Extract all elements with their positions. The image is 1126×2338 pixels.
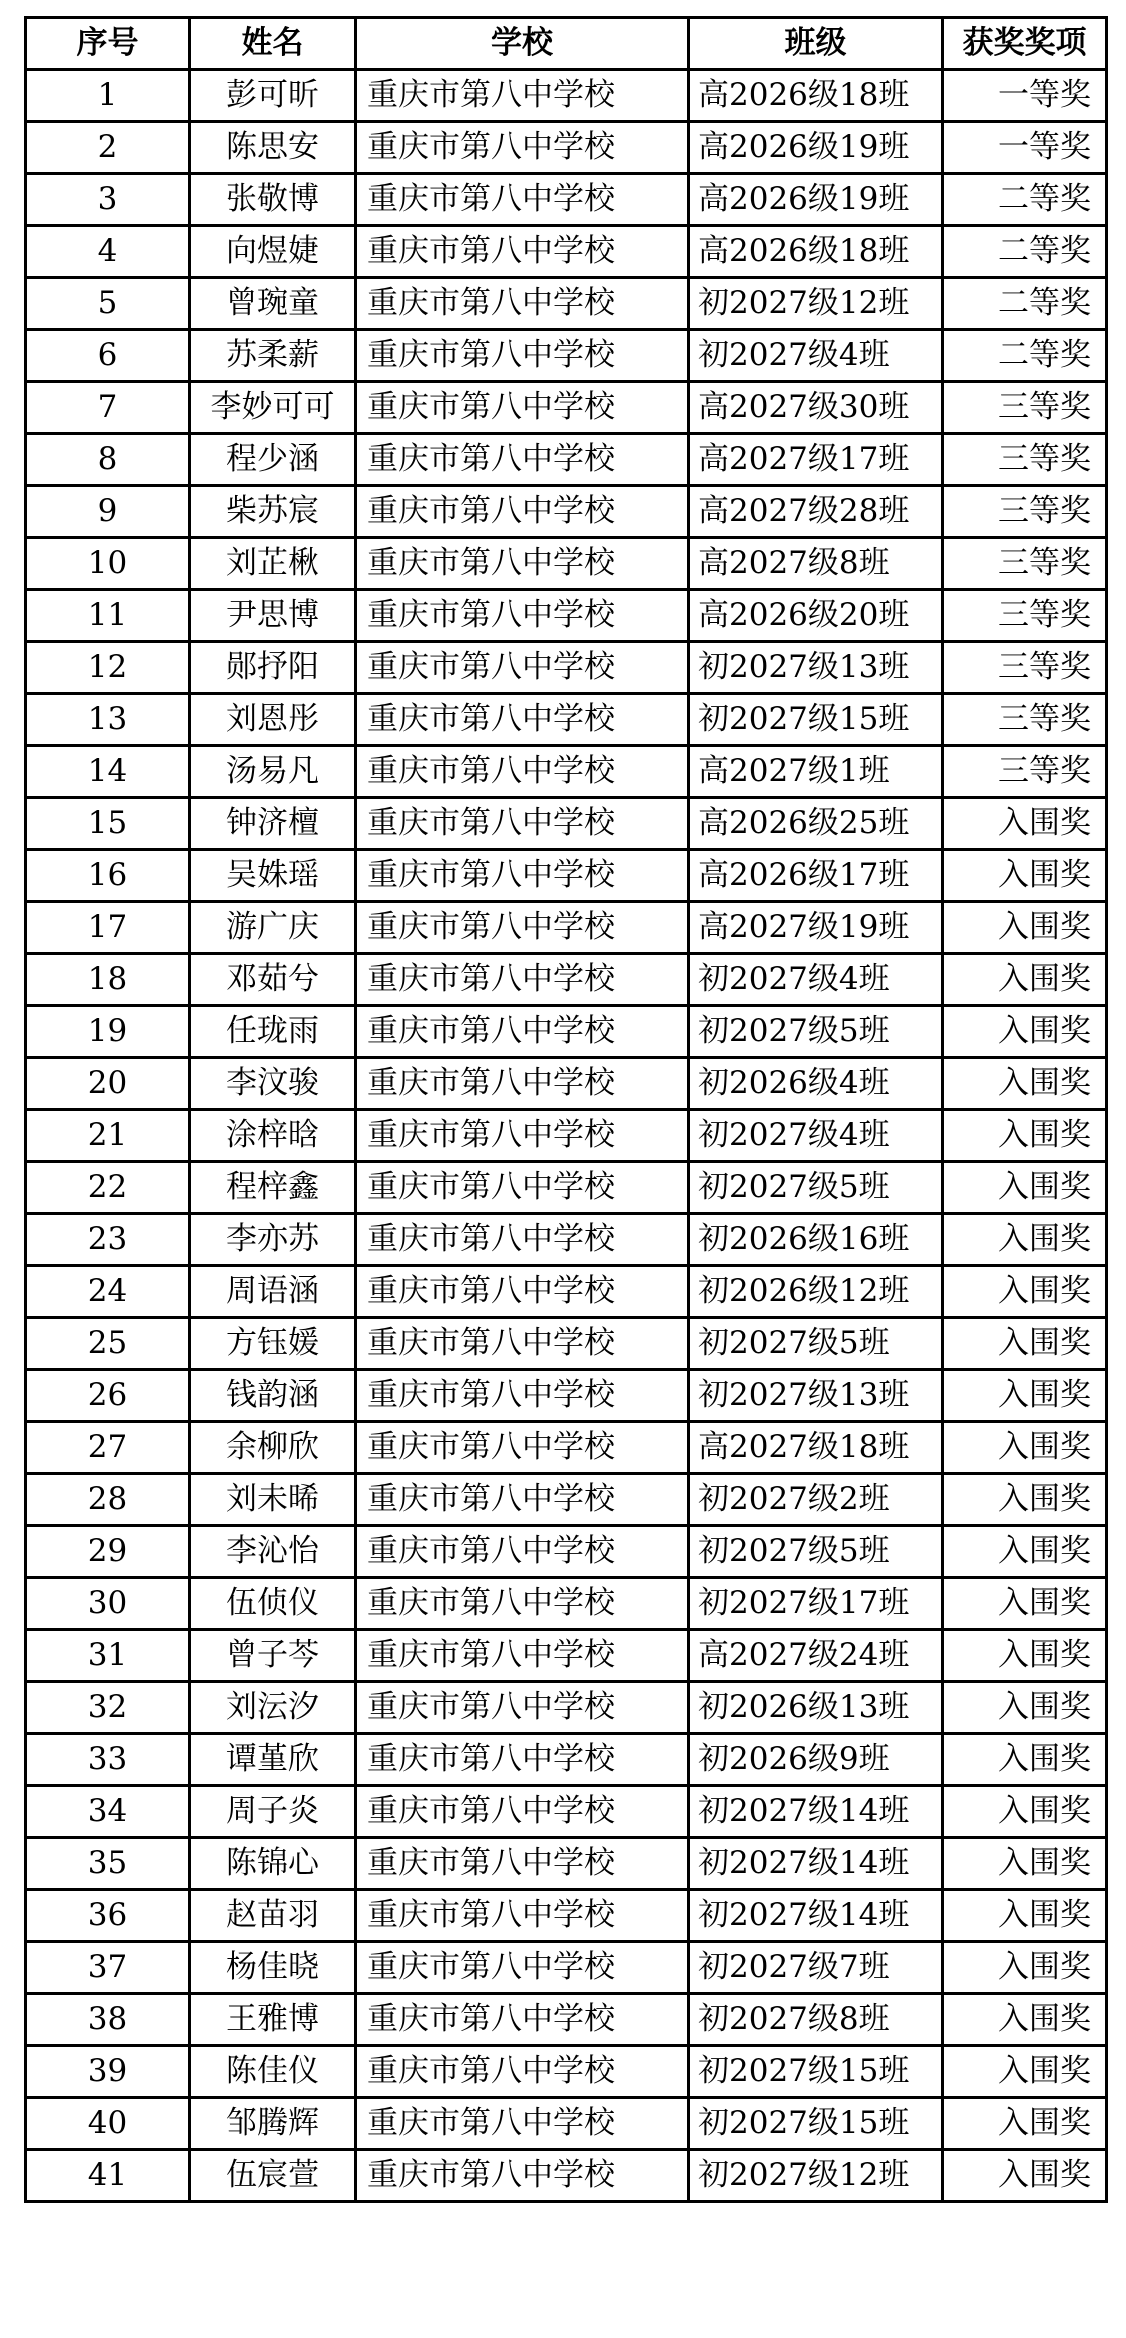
school-cell: 重庆市第八中学校: [356, 434, 689, 486]
student-name-cell: 余柳欣: [190, 1422, 356, 1474]
award-cell: 入围奖: [943, 1110, 1107, 1162]
table-row: [26, 1214, 1107, 1266]
award-cell: 入围奖: [943, 1266, 1107, 1318]
student-name-cell: 涂梓晗: [190, 1110, 356, 1162]
table-row: [26, 278, 1107, 330]
class-cell: 初2027级5班: [689, 1526, 943, 1578]
serial-number-cell: 36: [26, 1890, 190, 1942]
class-cell: 初2027级15班: [689, 2098, 943, 2150]
serial-number-cell: 32: [26, 1682, 190, 1734]
serial-number-cell: 11: [26, 590, 190, 642]
table-row: [26, 1786, 1107, 1838]
table-row: [26, 2098, 1107, 2150]
table-row: [26, 1994, 1107, 2046]
class-cell: 初2027级14班: [689, 1786, 943, 1838]
award-cell: 入围奖: [943, 902, 1107, 954]
student-name-cell: 周语涵: [190, 1266, 356, 1318]
table-row: [26, 746, 1107, 798]
table-body: [26, 70, 1107, 2202]
student-name-cell: 王雅博: [190, 1994, 356, 2046]
class-cell: 高2026级19班: [689, 174, 943, 226]
school-cell: 重庆市第八中学校: [356, 2098, 689, 2150]
school-cell: 重庆市第八中学校: [356, 642, 689, 694]
award-cell: 三等奖: [943, 694, 1107, 746]
student-name-cell: 李亦苏: [190, 1214, 356, 1266]
student-name-cell: 伍侦仪: [190, 1578, 356, 1630]
class-cell: 高2027级1班: [689, 746, 943, 798]
serial-number-cell: 26: [26, 1370, 190, 1422]
student-name-cell: 张敬博: [190, 174, 356, 226]
serial-number-cell: 24: [26, 1266, 190, 1318]
class-cell: 初2026级12班: [689, 1266, 943, 1318]
award-cell: 三等奖: [943, 434, 1107, 486]
student-name-cell: 刘恩彤: [190, 694, 356, 746]
class-cell: 初2027级5班: [689, 1318, 943, 1370]
student-name-cell: 任珑雨: [190, 1006, 356, 1058]
table-row: [26, 1318, 1107, 1370]
header-class: 班级: [689, 18, 943, 70]
class-cell: 初2026级9班: [689, 1734, 943, 1786]
award-cell: 入围奖: [943, 954, 1107, 1006]
table-row: [26, 1838, 1107, 1890]
student-name-cell: 向煜婕: [190, 226, 356, 278]
student-name-cell: 刘未晞: [190, 1474, 356, 1526]
student-name-cell: 钱韵涵: [190, 1370, 356, 1422]
class-cell: 初2027级2班: [689, 1474, 943, 1526]
table-row: [26, 1526, 1107, 1578]
table-row: [26, 1734, 1107, 1786]
class-cell: 高2026级19班: [689, 122, 943, 174]
serial-number-cell: 6: [26, 330, 190, 382]
serial-number-cell: 41: [26, 2150, 190, 2202]
school-cell: 重庆市第八中学校: [356, 278, 689, 330]
table-row: [26, 1422, 1107, 1474]
class-cell: 高2026级17班: [689, 850, 943, 902]
serial-number-cell: 12: [26, 642, 190, 694]
award-cell: 三等奖: [943, 590, 1107, 642]
student-name-cell: 游广庆: [190, 902, 356, 954]
class-cell: 高2027级24班: [689, 1630, 943, 1682]
serial-number-cell: 14: [26, 746, 190, 798]
school-cell: 重庆市第八中学校: [356, 590, 689, 642]
table-row: [26, 486, 1107, 538]
school-cell: 重庆市第八中学校: [356, 1162, 689, 1214]
school-cell: 重庆市第八中学校: [356, 2150, 689, 2202]
serial-number-cell: 4: [26, 226, 190, 278]
serial-number-cell: 28: [26, 1474, 190, 1526]
class-cell: 初2027级15班: [689, 694, 943, 746]
school-cell: 重庆市第八中学校: [356, 746, 689, 798]
serial-number-cell: 20: [26, 1058, 190, 1110]
school-cell: 重庆市第八中学校: [356, 538, 689, 590]
student-name-cell: 曾琬童: [190, 278, 356, 330]
student-name-cell: 李汶骏: [190, 1058, 356, 1110]
serial-number-cell: 1: [26, 70, 190, 122]
student-name-cell: 伍宸萱: [190, 2150, 356, 2202]
award-cell: 入围奖: [943, 1786, 1107, 1838]
school-cell: 重庆市第八中学校: [356, 122, 689, 174]
school-cell: 重庆市第八中学校: [356, 1110, 689, 1162]
student-name-cell: 李沁怡: [190, 1526, 356, 1578]
class-cell: 初2026级13班: [689, 1682, 943, 1734]
student-name-cell: 陈思安: [190, 122, 356, 174]
school-cell: 重庆市第八中学校: [356, 850, 689, 902]
award-cell: 入围奖: [943, 1370, 1107, 1422]
award-cell: 入围奖: [943, 1734, 1107, 1786]
award-cell: 入围奖: [943, 1214, 1107, 1266]
table-row: [26, 330, 1107, 382]
table-row: [26, 850, 1107, 902]
award-cell: 入围奖: [943, 1890, 1107, 1942]
award-cell: 入围奖: [943, 1474, 1107, 1526]
award-cell: 入围奖: [943, 1006, 1107, 1058]
school-cell: 重庆市第八中学校: [356, 1890, 689, 1942]
school-cell: 重庆市第八中学校: [356, 954, 689, 1006]
table-row: [26, 1682, 1107, 1734]
school-cell: 重庆市第八中学校: [356, 1058, 689, 1110]
school-cell: 重庆市第八中学校: [356, 1994, 689, 2046]
table-row: [26, 1370, 1107, 1422]
table-row: [26, 70, 1107, 122]
class-cell: 初2027级12班: [689, 278, 943, 330]
award-table: [24, 16, 1108, 2203]
award-cell: 入围奖: [943, 2098, 1107, 2150]
school-cell: 重庆市第八中学校: [356, 1526, 689, 1578]
award-cell: 二等奖: [943, 226, 1107, 278]
class-cell: 初2026级4班: [689, 1058, 943, 1110]
serial-number-cell: 37: [26, 1942, 190, 1994]
award-cell: 入围奖: [943, 798, 1107, 850]
student-name-cell: 汤易凡: [190, 746, 356, 798]
award-cell: 入围奖: [943, 1942, 1107, 1994]
award-cell: 三等奖: [943, 382, 1107, 434]
serial-number-cell: 27: [26, 1422, 190, 1474]
class-cell: 初2026级16班: [689, 1214, 943, 1266]
class-cell: 初2027级14班: [689, 1838, 943, 1890]
table-row: [26, 1942, 1107, 1994]
student-name-cell: 赵苗羽: [190, 1890, 356, 1942]
table-row: [26, 2046, 1107, 2098]
serial-number-cell: 35: [26, 1838, 190, 1890]
school-cell: 重庆市第八中学校: [356, 1734, 689, 1786]
school-cell: 重庆市第八中学校: [356, 1578, 689, 1630]
school-cell: 重庆市第八中学校: [356, 174, 689, 226]
class-cell: 高2026级20班: [689, 590, 943, 642]
school-cell: 重庆市第八中学校: [356, 70, 689, 122]
school-cell: 重庆市第八中学校: [356, 902, 689, 954]
class-cell: 初2027级15班: [689, 2046, 943, 2098]
class-cell: 高2026级25班: [689, 798, 943, 850]
award-cell: 入围奖: [943, 2046, 1107, 2098]
class-cell: 高2027级17班: [689, 434, 943, 486]
serial-number-cell: 8: [26, 434, 190, 486]
class-cell: 高2027级8班: [689, 538, 943, 590]
student-name-cell: 苏柔薪: [190, 330, 356, 382]
header-award: 获奖奖项: [943, 18, 1107, 70]
award-cell: 三等奖: [943, 642, 1107, 694]
award-list-sheet: [24, 16, 1105, 2203]
award-cell: 二等奖: [943, 330, 1107, 382]
award-cell: 入围奖: [943, 1630, 1107, 1682]
serial-number-cell: 23: [26, 1214, 190, 1266]
school-cell: 重庆市第八中学校: [356, 1370, 689, 1422]
serial-number-cell: 22: [26, 1162, 190, 1214]
table-row: [26, 2150, 1107, 2202]
serial-number-cell: 38: [26, 1994, 190, 2046]
serial-number-cell: 33: [26, 1734, 190, 1786]
serial-number-cell: 15: [26, 798, 190, 850]
student-name-cell: 吴姝瑶: [190, 850, 356, 902]
serial-number-cell: 19: [26, 1006, 190, 1058]
table-row: [26, 1578, 1107, 1630]
class-cell: 高2026级18班: [689, 70, 943, 122]
serial-number-cell: 29: [26, 1526, 190, 1578]
school-cell: 重庆市第八中学校: [356, 1422, 689, 1474]
header-name: 姓名: [190, 18, 356, 70]
table-row: [26, 590, 1107, 642]
table-row: [26, 226, 1107, 278]
table-row: [26, 122, 1107, 174]
student-name-cell: 杨佳晓: [190, 1942, 356, 1994]
student-name-cell: 谭堇欣: [190, 1734, 356, 1786]
class-cell: 高2026级18班: [689, 226, 943, 278]
school-cell: 重庆市第八中学校: [356, 226, 689, 278]
school-cell: 重庆市第八中学校: [356, 1786, 689, 1838]
class-cell: 高2027级30班: [689, 382, 943, 434]
student-name-cell: 周子炎: [190, 1786, 356, 1838]
student-name-cell: 程梓鑫: [190, 1162, 356, 1214]
header-school: 学校: [356, 18, 689, 70]
table-row: [26, 1474, 1107, 1526]
table-row: [26, 434, 1107, 486]
student-name-cell: 方钰媛: [190, 1318, 356, 1370]
serial-number-cell: 21: [26, 1110, 190, 1162]
serial-number-cell: 10: [26, 538, 190, 590]
student-name-cell: 柴苏宸: [190, 486, 356, 538]
award-cell: 一等奖: [943, 70, 1107, 122]
class-cell: 初2027级14班: [689, 1890, 943, 1942]
school-cell: 重庆市第八中学校: [356, 1838, 689, 1890]
header-serial-number: 序号: [26, 18, 190, 70]
serial-number-cell: 3: [26, 174, 190, 226]
student-name-cell: 钟济檀: [190, 798, 356, 850]
class-cell: 初2027级13班: [689, 1370, 943, 1422]
school-cell: 重庆市第八中学校: [356, 694, 689, 746]
student-name-cell: 陈佳仪: [190, 2046, 356, 2098]
table-row: [26, 1006, 1107, 1058]
award-cell: 入围奖: [943, 1994, 1107, 2046]
class-cell: 初2027级5班: [689, 1162, 943, 1214]
serial-number-cell: 31: [26, 1630, 190, 1682]
table-row: [26, 642, 1107, 694]
award-cell: 入围奖: [943, 1838, 1107, 1890]
class-cell: 初2027级5班: [689, 1006, 943, 1058]
award-cell: 入围奖: [943, 1162, 1107, 1214]
serial-number-cell: 25: [26, 1318, 190, 1370]
table-row: [26, 382, 1107, 434]
student-name-cell: 邹腾辉: [190, 2098, 356, 2150]
award-cell: 二等奖: [943, 278, 1107, 330]
class-cell: 高2027级19班: [689, 902, 943, 954]
serial-number-cell: 13: [26, 694, 190, 746]
award-cell: 入围奖: [943, 850, 1107, 902]
school-cell: 重庆市第八中学校: [356, 1214, 689, 1266]
class-cell: 初2027级4班: [689, 330, 943, 382]
table-row: [26, 902, 1107, 954]
serial-number-cell: 16: [26, 850, 190, 902]
serial-number-cell: 30: [26, 1578, 190, 1630]
student-name-cell: 曾子芩: [190, 1630, 356, 1682]
serial-number-cell: 9: [26, 486, 190, 538]
student-name-cell: 尹思博: [190, 590, 356, 642]
award-cell: 三等奖: [943, 538, 1107, 590]
award-cell: 入围奖: [943, 1526, 1107, 1578]
award-cell: 入围奖: [943, 1682, 1107, 1734]
class-cell: 初2027级17班: [689, 1578, 943, 1630]
award-cell: 入围奖: [943, 1058, 1107, 1110]
school-cell: 重庆市第八中学校: [356, 1006, 689, 1058]
student-name-cell: 李妙可可: [190, 382, 356, 434]
serial-number-cell: 39: [26, 2046, 190, 2098]
school-cell: 重庆市第八中学校: [356, 1474, 689, 1526]
student-name-cell: 陈锦心: [190, 1838, 356, 1890]
class-cell: 初2027级13班: [689, 642, 943, 694]
school-cell: 重庆市第八中学校: [356, 1318, 689, 1370]
class-cell: 初2027级12班: [689, 2150, 943, 2202]
serial-number-cell: 17: [26, 902, 190, 954]
class-cell: 高2027级28班: [689, 486, 943, 538]
award-cell: 入围奖: [943, 1578, 1107, 1630]
table-row: [26, 798, 1107, 850]
student-name-cell: 程少涵: [190, 434, 356, 486]
table-row: [26, 694, 1107, 746]
student-name-cell: 彭可昕: [190, 70, 356, 122]
school-cell: 重庆市第八中学校: [356, 1630, 689, 1682]
serial-number-cell: 18: [26, 954, 190, 1006]
table-row: [26, 1266, 1107, 1318]
table-row: [26, 1110, 1107, 1162]
table-row: [26, 1058, 1107, 1110]
serial-number-cell: 7: [26, 382, 190, 434]
award-cell: 三等奖: [943, 746, 1107, 798]
serial-number-cell: 34: [26, 1786, 190, 1838]
table-row: [26, 954, 1107, 1006]
school-cell: 重庆市第八中学校: [356, 1682, 689, 1734]
table-row: [26, 538, 1107, 590]
header-row: [26, 18, 1107, 70]
award-cell: 二等奖: [943, 174, 1107, 226]
student-name-cell: 刘沄汐: [190, 1682, 356, 1734]
table-row: [26, 174, 1107, 226]
school-cell: 重庆市第八中学校: [356, 382, 689, 434]
table-row: [26, 1630, 1107, 1682]
table-row: [26, 1890, 1107, 1942]
class-cell: 初2027级7班: [689, 1942, 943, 1994]
serial-number-cell: 40: [26, 2098, 190, 2150]
class-cell: 初2027级8班: [689, 1994, 943, 2046]
award-cell: 入围奖: [943, 2150, 1107, 2202]
class-cell: 初2027级4班: [689, 954, 943, 1006]
student-name-cell: 刘芷楸: [190, 538, 356, 590]
school-cell: 重庆市第八中学校: [356, 798, 689, 850]
table-row: [26, 1162, 1107, 1214]
serial-number-cell: 2: [26, 122, 190, 174]
school-cell: 重庆市第八中学校: [356, 2046, 689, 2098]
school-cell: 重庆市第八中学校: [356, 330, 689, 382]
class-cell: 高2027级18班: [689, 1422, 943, 1474]
award-cell: 三等奖: [943, 486, 1107, 538]
school-cell: 重庆市第八中学校: [356, 1942, 689, 1994]
serial-number-cell: 5: [26, 278, 190, 330]
class-cell: 初2027级4班: [689, 1110, 943, 1162]
award-cell: 入围奖: [943, 1318, 1107, 1370]
award-cell: 入围奖: [943, 1422, 1107, 1474]
student-name-cell: 郧抒阳: [190, 642, 356, 694]
school-cell: 重庆市第八中学校: [356, 486, 689, 538]
award-cell: 一等奖: [943, 122, 1107, 174]
school-cell: 重庆市第八中学校: [356, 1266, 689, 1318]
student-name-cell: 邓茹兮: [190, 954, 356, 1006]
